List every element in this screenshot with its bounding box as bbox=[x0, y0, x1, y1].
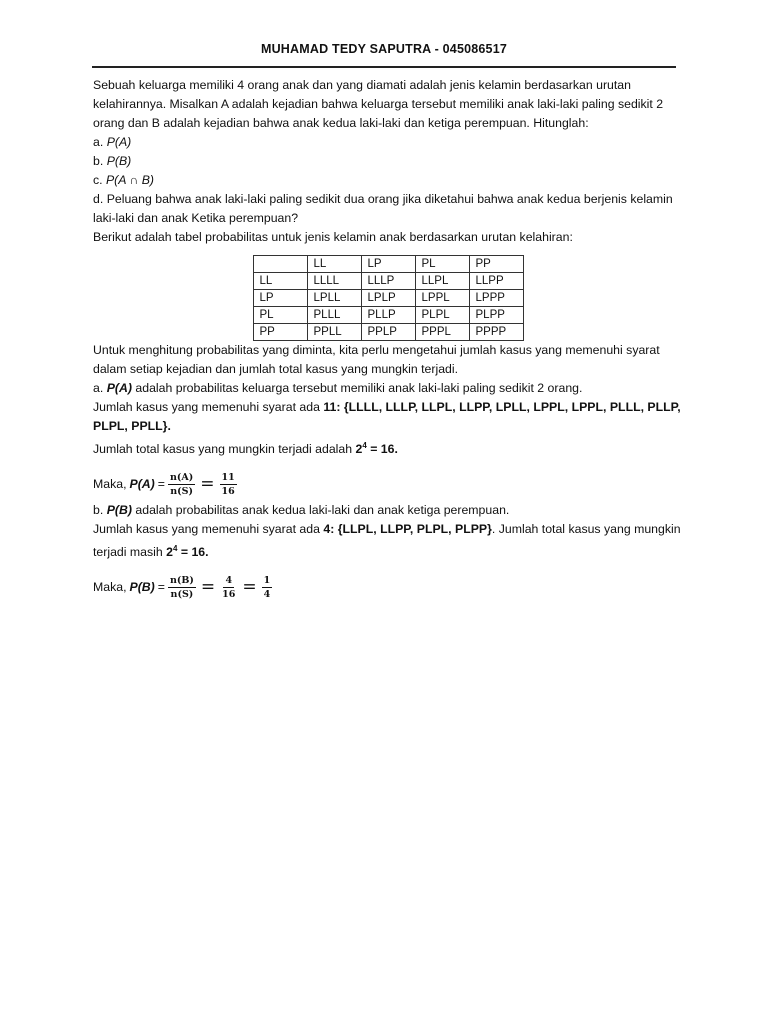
part-a-heading: a. P(A) adalah probabilitas keluarga tersebut memiliki anak laki-laki paling sedikit 2 orang. bbox=[93, 381, 583, 395]
problem-statement: Sebuah keluarga memiliki 4 orang anak dan yang diamati adalah jenis kelamin berdasarkan urutan kelahirannya. Misalkan A adalah kejadian bahwa keluarga tersebut memiliki anak laki-laki paling sedikit 2 orang dan B adalah kejadian bahwa anak kedua laki-laki dan ketiga perempuan. Hitunglah: bbox=[93, 78, 664, 130]
table-cell: PL bbox=[253, 307, 307, 324]
question-c: c. P(A ∩ B) bbox=[93, 173, 154, 187]
table-cell: PLPP bbox=[469, 307, 523, 324]
table-cell: LPPP bbox=[469, 290, 523, 307]
table-cell: PLLP bbox=[361, 307, 415, 324]
part-a-formula: Maka, P(A) = $\frac{n(A)}{n(S)}$ = $\frac{11}{16}$ bbox=[93, 471, 235, 497]
header-divider bbox=[92, 66, 676, 68]
table-cell bbox=[253, 256, 307, 273]
table-cell: PLPL bbox=[415, 307, 469, 324]
fraction: $\frac{1}{4}$ bbox=[263, 574, 271, 600]
part-b-heading: b. P(B) adalah probabilitas anak kedua laki-laki dan anak ketiga perempuan. bbox=[93, 503, 510, 518]
table-cell: LPPL bbox=[415, 290, 469, 307]
probability-table bbox=[253, 255, 524, 341]
fraction: $\frac{n(B)}{n(S)}$ bbox=[169, 574, 194, 600]
equals-sign: = bbox=[200, 473, 215, 494]
table-cell: PP bbox=[469, 256, 523, 273]
table-cell: PPPP bbox=[469, 324, 523, 341]
table-header-row bbox=[253, 256, 523, 273]
part-b-cases: Jumlah kasus yang memenuhi syarat ada 4: {LLPL, LLPP, PLPL, PLPP}. Jumlah total kasus yang mungkin terjadi masih $2^4 = 16$. bbox=[93, 522, 681, 560]
table-cell: LL bbox=[307, 256, 361, 273]
table-intro: Berikut adalah tabel probabilitas untuk jenis kelamin anak berdasarkan urutan kelahiran: bbox=[93, 230, 573, 244]
table-cell: PPPL bbox=[415, 324, 469, 341]
part-a-total: Jumlah total kasus yang mungkin terjadi adalah $2^4 = 16$. bbox=[93, 441, 398, 457]
table-cell: PL bbox=[415, 256, 469, 273]
table-cell: LLLP bbox=[361, 273, 415, 290]
question-d: d. Peluang bahwa anak laki-laki paling sedikit dua orang jika diketahui bahwa anak kedua berjenis kelamin laki-laki dan anak Ketika perempuan? bbox=[93, 192, 673, 225]
table-row bbox=[253, 324, 523, 341]
question-a: a. P(A) bbox=[93, 135, 132, 149]
probability-table-wrap bbox=[93, 255, 683, 341]
equals-sign: = bbox=[200, 576, 216, 597]
table-cell: LLPP bbox=[469, 273, 523, 290]
table-cell: PPLP bbox=[361, 324, 415, 341]
question-b: b. P(B) bbox=[93, 154, 132, 168]
table-row bbox=[253, 307, 523, 324]
fraction: $\frac{n(A)}{n(S)}$ bbox=[169, 471, 194, 497]
table-cell: PP bbox=[253, 324, 307, 341]
table-cell: LPLL bbox=[307, 290, 361, 307]
fraction: $\frac{11}{16}$ bbox=[221, 471, 235, 497]
question-list bbox=[93, 133, 683, 228]
part-a-cases: Jumlah kasus yang memenuhi syarat ada 11: {LLLL, LLLP, LLPL, LLPP, LPLL, LPPL, LPPL, PLLL, PLLP, PLPL, PPLL}. bbox=[93, 400, 681, 433]
document-body bbox=[93, 76, 683, 604]
equals-sign: = bbox=[242, 576, 257, 597]
part-b-formula: Maka, P(B) = $\frac{n(B)}{n(S)}$ = $\frac{4}{16}$ = $\frac{1}{4}$ bbox=[93, 574, 271, 600]
table-cell: LLLL bbox=[307, 273, 361, 290]
explanation-text: Untuk menghitung probabilitas yang diminta, kita perlu mengetahui jumlah kasus yang memenuhi syarat dalam setiap kejadian dan jumlah total kasus yang mungkin terjadi. bbox=[93, 343, 660, 376]
table-cell: PLLL bbox=[307, 307, 361, 324]
table-row bbox=[253, 290, 523, 307]
fraction: $\frac{4}{16}$ bbox=[222, 574, 236, 600]
table-cell: LP bbox=[361, 256, 415, 273]
table-cell: LP bbox=[253, 290, 307, 307]
table-row bbox=[253, 273, 523, 290]
table-cell: PPLL bbox=[307, 324, 361, 341]
table-cell: LL bbox=[253, 273, 307, 290]
page-title: MUHAMAD TEDY SAPUTRA - 045086517 bbox=[260, 42, 508, 56]
table-cell: LPLP bbox=[361, 290, 415, 307]
table-cell: LLPL bbox=[415, 273, 469, 290]
